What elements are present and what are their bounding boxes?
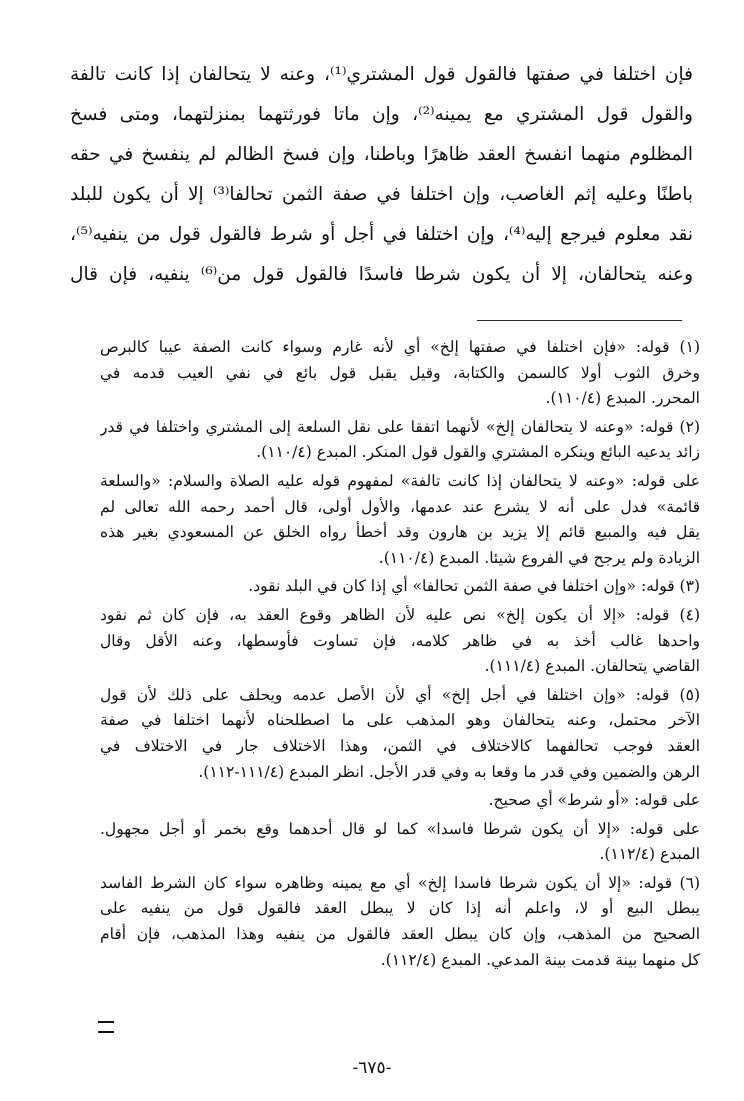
footnote-line: قائمة» فدل على أنه لا يشرع عند عدمها، والأول أولى، قال أحمد رحمه الله تعالى لم	[100, 497, 700, 516]
footnotes	[100, 335, 700, 976]
footnote-line: على قوله: «إلا أن يكون شرطا فاسدا» كما لو قال أحدهما وقع بخمر أو أجل مجهول.	[100, 819, 700, 838]
footnote-line: (٣) قوله: «وإن اختلفا في صفة الثمن تحالفا» أي إذا كان في البلد نقود.	[248, 577, 700, 596]
footnote-line: الصحيح من المذهب، وإن كان يبطل العقد فالقول من ينفيه وهذا المذهب، فإن أقام	[100, 925, 700, 944]
footnote-1	[100, 335, 700, 412]
footnote-line: وخرق الثوب أولا كالسمن والكتابة، وقيل يقبل قول بائع في نفي العيب قدمه في	[100, 363, 700, 382]
footnote-line: كل منهما بينة قدمت بينة المدعي. المبدع (١١٢/٤).	[380, 950, 700, 969]
footnote-line: (٥) قوله: «وإن اختلفا في أجل إلخ» أي لأن الأصل عدمه ويحلف على ذلك لأن قول	[100, 685, 700, 704]
footnote-line: على قوله: «وعنه لا يتحالفان إذا كانت تالفة» لمفهوم قوله عليه الصلاة والسلام: «والسلعة	[100, 471, 700, 490]
footnote-3	[100, 574, 700, 600]
main-text-line: والقول قول المشتري مع يمينه⁽²⁾، وإن ماتا فورثتهما بمنزلتهما، ومتى فسخ	[70, 104, 693, 125]
footnote-separator	[477, 320, 682, 321]
main-text-line: المظلوم منهما انفسخ العقد ظاهرًا وباطنا، وإن فسخ الظالم لم ينفسخ في حقه	[70, 144, 693, 165]
footnote-line: يقل فيه والمبيع قائم إلا يزيد بن هارون وقد أخطأ رواه الخلق عن المسعودي بغير هذه	[100, 523, 700, 542]
main-text	[70, 55, 693, 295]
main-text-line: باطنًا وعليه إثم الغاصب، وإن اختلفا في صفة الثمن تحالفا⁽³⁾ إلا أن يكون للبلد	[70, 184, 693, 205]
footnote-2	[100, 415, 700, 466]
footnote-line: يبطل البيع أو لا، واعلم أنه إذا كان لا يبطل العقد فالقول قول من ينفيه على	[100, 899, 700, 918]
main-text-line: نقد معلوم فيرجع إليه⁽⁴⁾، وإن اختلفا في أجل أو شرط فالقول قول من ينفيه⁽⁵⁾،	[70, 224, 693, 245]
footnote-line: العقد فوجب تحالفهما كالاختلاف في الثمن، وهذا الاختلاف جار في الاختلاف في	[100, 736, 700, 755]
footnote-line: المحرر. المبدع (١١٠/٤).	[545, 389, 700, 408]
footnote-line: (١) قوله: «فإن اختلفا في صفتها إلخ» أي لأنه غارم وسواء كانت الصفة عيبا كالبرص	[100, 338, 700, 356]
footnote-5	[100, 683, 700, 785]
footnote-line: واحدها غالب أخذ به في ظاهر كلامه، فإن تساوت فأوسطها، وعنه الأقل وقال	[100, 631, 700, 650]
footnote-6	[100, 871, 700, 973]
main-text-line: فإن اختلفا في صفتها فالقول قول المشتري⁽¹⁾، وعنه لا يتحالفان إذا كانت تالفة	[70, 64, 693, 85]
end-mark	[98, 1021, 114, 1033]
footnote-line: (٤) قوله: «إلا أن يكون إلخ» نص عليه لأن الظاهر وقوع العقد به، فإن كان ثم نقود	[100, 605, 700, 624]
footnote-line: على قوله: «أو شرط» أي صحيح.	[488, 791, 700, 810]
footnote-4	[100, 603, 700, 680]
footnote-2-comment	[100, 469, 700, 571]
page-number: -٦٧٥-	[352, 1058, 392, 1078]
footnote-line: المبدع (١١٢/٤).	[599, 845, 700, 864]
main-text-line: وعنه يتحالفان، إلا أن يكون شرطا فاسدًا فالقول قول من⁽⁶⁾ ينفيه، فإن قال	[70, 264, 693, 285]
footnote-line: الرهن والضمين وفي قدر ما وقعا به وفي قدر الأجل. انظر المبدع (١١١/٤-١١٢).	[198, 762, 700, 781]
footnote-line: الزيادة ولم يرجح في الفروع شيئا. المبدع (١١٠/٤).	[378, 548, 700, 567]
footnote-line: القاضي يتحالفان. المبدع (١١١/٤).	[484, 657, 700, 676]
footnote-line: (٦) قوله: «إلا أن يكون شرطا فاسدا إلخ» أي مع يمينه وظاهره سواء كان الشرط الفاسد	[100, 873, 700, 892]
footnote-line: الآخر محتمل، وعنه يتحالفان وهو المذهب على ما اصطلحناه لأنهما اختلفا في صفة	[100, 711, 700, 730]
footnote-5-comment-a	[100, 788, 700, 814]
footnote-5-comment-b	[100, 817, 700, 868]
footnote-line: (٢) قوله: «وعنه لا يتحالفان إلخ» لأنهما اتفقا على نقل السلعة إلى المشتري واختلفا في قدر	[100, 417, 700, 436]
footnote-line: زائد يدعيه البائع وينكره المشتري والقول قول المنكر. المبدع (١١٠/٤).	[256, 443, 700, 462]
